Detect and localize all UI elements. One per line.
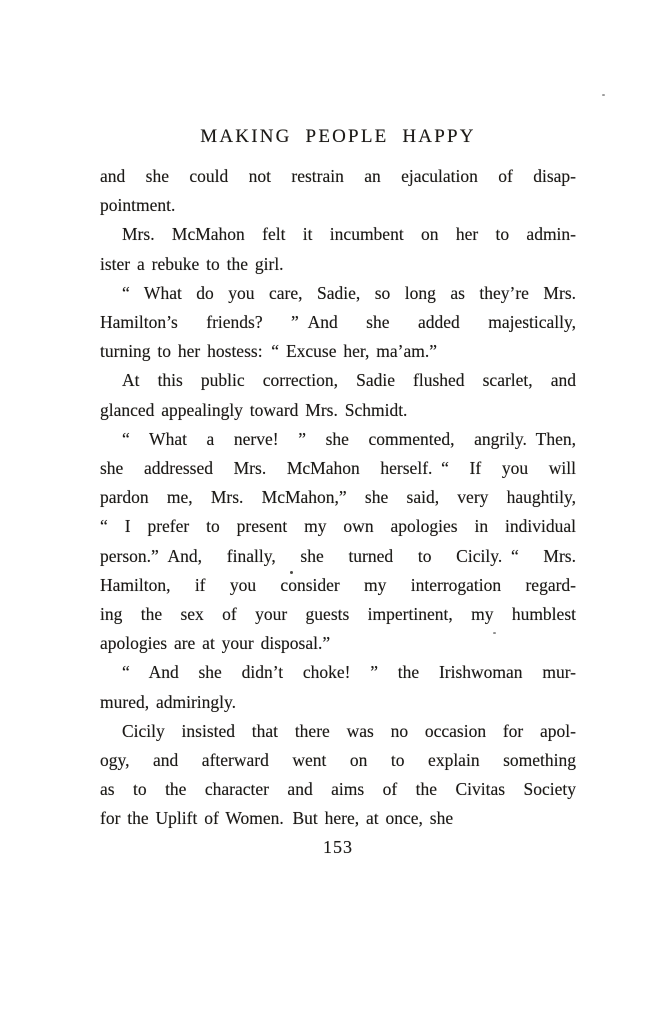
text-line: “ I prefer to present my own apologies in individual xyxy=(100,516,576,537)
text-line: Hamilton’s friends? ” And she added majestically, xyxy=(100,312,576,333)
text-line: for the Uplift of Women. But here, at once, she xyxy=(100,808,454,829)
paragraph xyxy=(100,717,576,834)
paragraph xyxy=(100,425,576,659)
text-line: mured, admiringly. xyxy=(100,691,236,712)
text-line: turning to her hostess: “ Excuse her, ma’am.” xyxy=(100,341,437,362)
paragraph xyxy=(100,366,576,424)
text-line: Mrs. McMahon felt it incumbent on her to admin- xyxy=(122,224,576,245)
text-line: apologies are at your disposal.” xyxy=(100,633,331,654)
text-line: At this public correction, Sadie flushed scarlet, and xyxy=(122,370,576,391)
text-line: pardon me, Mrs. McMahon,” she said, very haughtily, xyxy=(100,487,576,508)
text-line: “ What do you care, Sadie, so long as they’re Mrs. xyxy=(122,282,576,303)
text-line: “ And she didn’t choke! ” the Irishwoman mur- xyxy=(122,662,576,683)
text-line: she addressed Mrs. McMahon herself. “ If you will xyxy=(100,458,576,479)
page-number: 153 xyxy=(323,837,353,857)
scan-artifact-dot xyxy=(290,571,293,574)
page-body xyxy=(100,162,576,834)
text-line: glanced appealingly toward Mrs. Schmidt. xyxy=(100,399,408,420)
text-line: and she could not restrain an ejaculation of disap- xyxy=(100,166,576,186)
text-line: Cicily insisted that there was no occasion for apol- xyxy=(122,720,576,741)
text-line: ogy, and afterward went on to explain something xyxy=(100,750,576,771)
paragraph xyxy=(100,658,576,716)
text-line: ister a rebuke to the girl. xyxy=(100,253,284,274)
paragraph xyxy=(100,162,576,220)
scan-artifact-dot xyxy=(602,94,605,96)
paragraph xyxy=(100,220,576,278)
text-line: “ What a nerve! ” she commented, angrily. Then, xyxy=(122,428,576,449)
paragraph xyxy=(100,279,576,367)
text-line: as to the character and aims of the Civitas Society xyxy=(100,779,576,800)
text-line: Hamilton, if you consider my interrogation regard- xyxy=(100,574,576,595)
running-head: MAKING PEOPLE HAPPY xyxy=(200,126,476,147)
scan-artifact-dot xyxy=(493,632,496,634)
text-line: pointment. xyxy=(100,195,176,216)
text-line: ing the sex of your guests impertinent, my humblest xyxy=(100,604,576,625)
text-line: person.” And, finally, she turned to Cicily. “ Mrs. xyxy=(100,545,576,566)
